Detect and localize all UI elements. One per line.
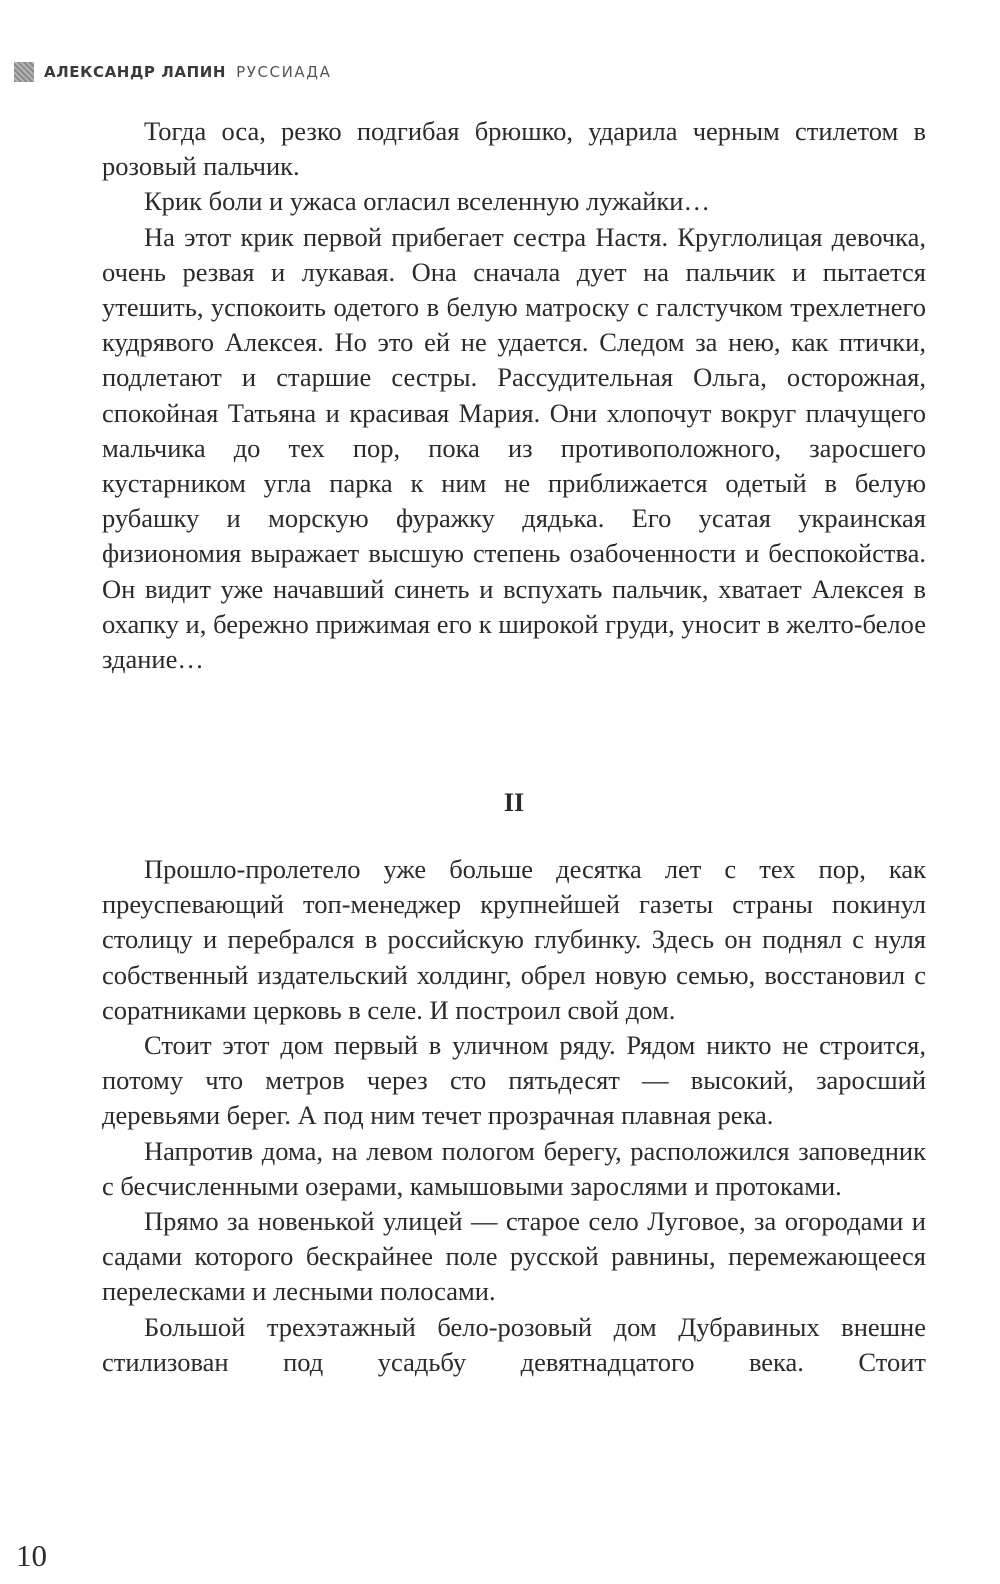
page-number: 10 bbox=[16, 1538, 47, 1573]
paragraph: Тогда оса, резко подгибая брюшко, ударила черным стилетом в розовый пальчик. bbox=[102, 116, 926, 182]
section-top-text bbox=[102, 114, 926, 677]
paragraph: Прошло-пролетело уже больше десятка лет с тех пор, как преуспевающий топ-менеджер крупнейшей газеты страны покинул столицу и перебрался в российскую глубинку. Здесь он поднял с нуля собственный издательский холдинг, обрел новую семью, восстановил с соратниками церковь в селе. И построил свой дом. bbox=[102, 854, 926, 1025]
header-author: АЛЕКСАНДР ЛАПИН bbox=[44, 63, 227, 81]
running-header bbox=[14, 62, 331, 82]
section-bottom-text bbox=[102, 852, 926, 1380]
section-heading: II bbox=[503, 788, 525, 817]
paragraph: Большой трехэтажный бело-розовый дом Дубравиных внешне стилизован под усадьбу девятнадцатого века. Стоит bbox=[102, 1311, 926, 1377]
paragraph: Прямо за новенькой улицей — старое село Луговое, за огородами и садами которого бескрайнее поле русской равнины, перемежающееся перелесками и лесными полосами. bbox=[102, 1206, 926, 1307]
paragraph: Стоит этот дом первый в уличном ряду. Рядом никто не строится, потому что метров через сто пятьдесят — высокий, заросший деревьями берег. А под ним течет прозрачная плавная река. bbox=[102, 1030, 926, 1131]
paragraph: Напротив дома, на левом пологом берегу, расположился заповедник с бесчисленными озерами, камышовыми зарослями и протоками. bbox=[102, 1135, 926, 1201]
header-square-icon bbox=[14, 62, 34, 82]
paragraph: На этот крик первой прибегает сестра Настя. Круглолицая девочка, очень резвая и лукавая. Она сначала дует на пальчик и пытается утешить, успокоить одетого в белую матроску с галстучком трехлетнего кудрявого Алексея. Но это ей не удается. Следом за нею, как птички, подлетают и старшие сестры. Рассудительная Ольга, осторожная, спокойная Татьяна и красивая Мария. Они хлопочут вокруг плачущего мальчика до тех пор, пока из противоположного, заросшего кустарником угла парка к ним не приближается одетый в белую рубашку и морскую фуражку дядька. Его усатая украинская физиономия выражает высшую степень озабоченности и беспокойства. Он видит уже начавший синеть и вспухать пальчик, хватает Алексея в охапку и, бережно прижимая его к широкой груди, уносит в желто-белое здание… bbox=[102, 221, 926, 675]
header-series: РУССИАДА bbox=[236, 63, 332, 81]
paragraph: Крик боли и ужаса огласил вселенную лужайки… bbox=[144, 186, 710, 217]
